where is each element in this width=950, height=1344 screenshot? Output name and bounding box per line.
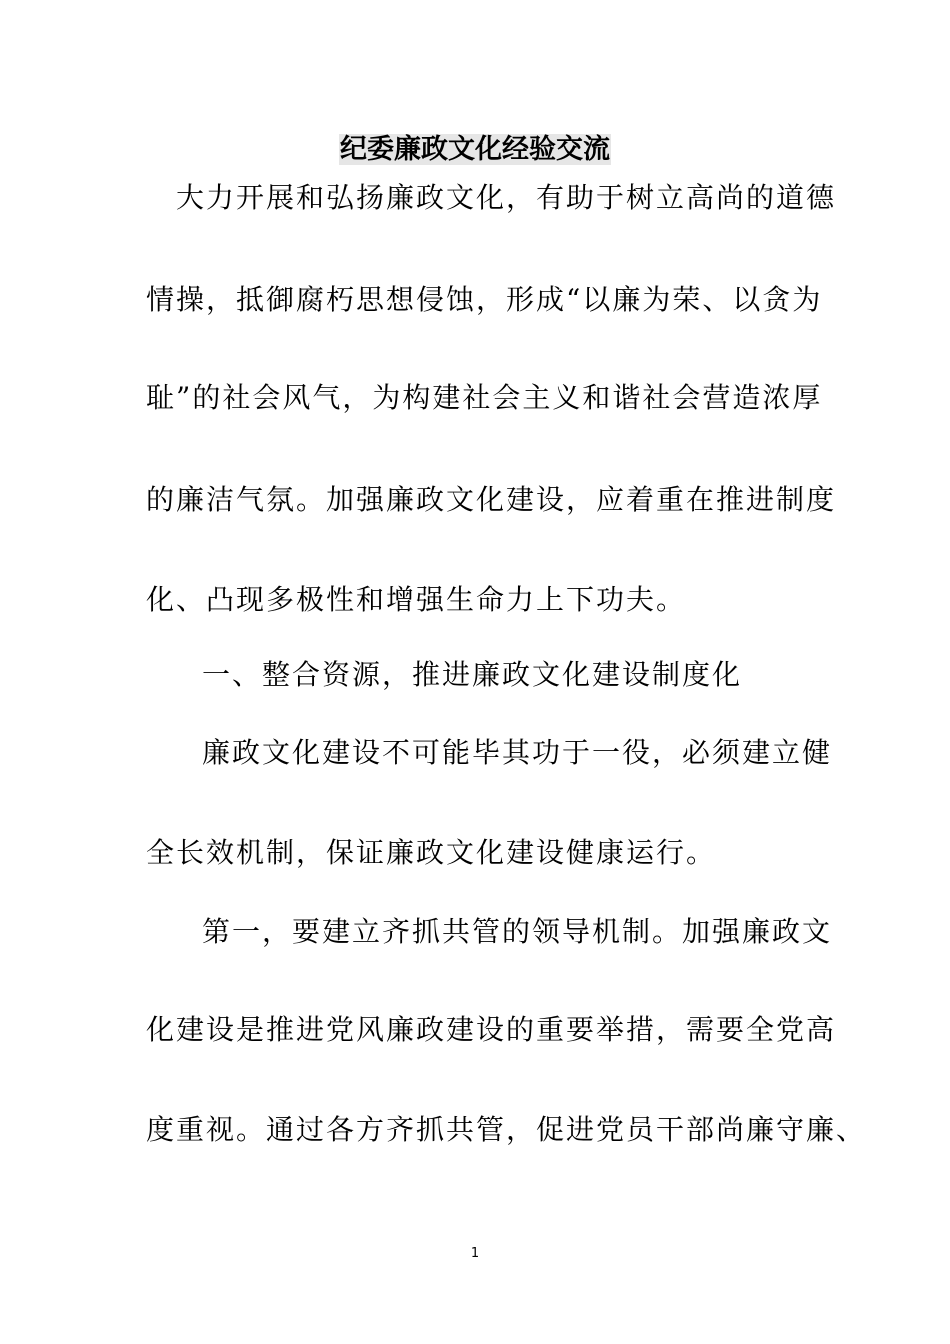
- section-heading-1: 一、整合资源，推进廉政文化建设制度化: [202, 658, 743, 691]
- page-number: 1: [470, 1246, 480, 1261]
- paragraph-line-4: 的廉洁气氛。加强廉政文化建设，应着重在推进制度: [146, 483, 837, 516]
- paragraph-line-2: 情操，抵御腐朽思想侵蚀，形成“以廉为荣、以贪为: [146, 283, 823, 316]
- paragraph-line-5: 化、凸现多极性和增强生命力上下功夫。: [146, 583, 687, 616]
- paragraph-line-7: 全长效机制，保证廉政文化建设健康运行。: [146, 836, 717, 869]
- paragraph-line-6: 廉政文化建设不可能毕其功于一役，必须建立健: [202, 736, 833, 769]
- paragraph-line-8: 第一，要建立齐抓共管的领导机制。加强廉政文: [202, 915, 833, 948]
- paragraph-line-3: 耻”的社会风气，为构建社会主义和谐社会营造浓厚: [146, 381, 823, 414]
- paragraph-line-10: 度重视。通过各方齐抓共管，促进党员干部尚廉守廉、: [146, 1113, 867, 1146]
- paragraph-line-1: 大力开展和弘扬廉政文化，有助于树立高尚的道德: [176, 181, 837, 214]
- title-text: 纪委廉政文化经验交流: [340, 134, 610, 165]
- document-title: [0, 132, 950, 168]
- paragraph-line-9: 化建设是推进党风廉政建设的重要举措，需要全党高: [146, 1013, 837, 1046]
